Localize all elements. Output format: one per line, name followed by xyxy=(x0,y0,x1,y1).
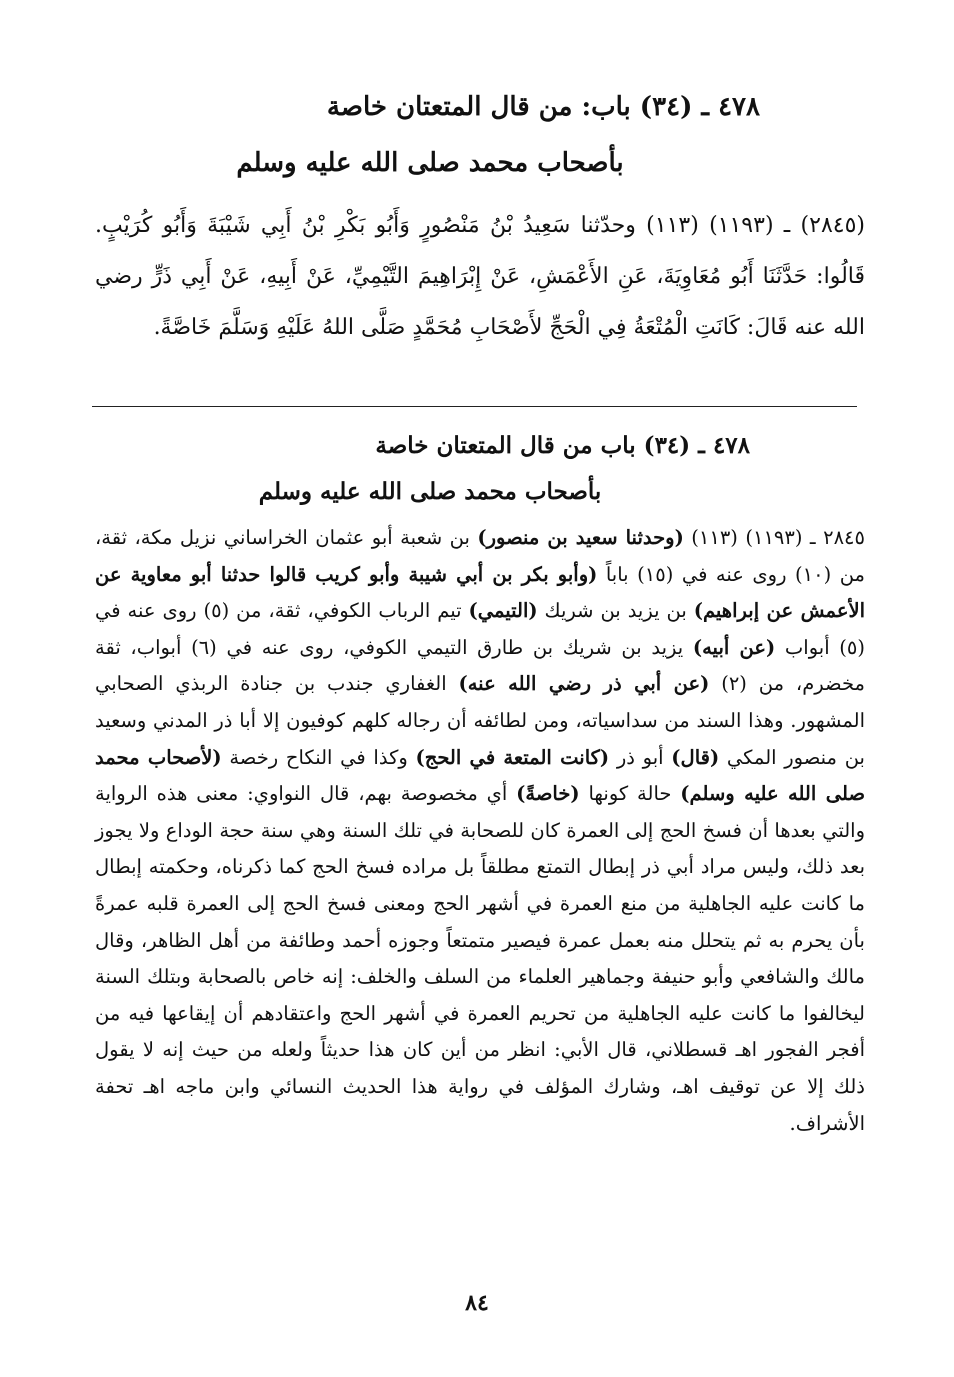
hadith-text: (٢٨٤٥) ـ (١١٩٣) (١١٣) وحدّثنا سَعِيدُ بْنُ مَنْصُورٍ وَأَبُو بَكْرِ بْنُ أَبِي شَيْبَةَ وَأَبُو كُرَيْبٍ. قَالُوا: حَدَّثَنَا أَبُو مُعَاوِيَةَ، عَنِ الأَعْمَشِ، عَنْ إِبْرَاهِيمَ التَّيْمِيِّ، عَنْ أَبِيهِ، عَنْ أَبِي ذَرٍّ رضي الله عنه قَالَ: كَانَتِ الْمُتْعَةُ فِي الْحَجِّ لأَصْحَابِ مُحَمَّدٍ صَلَّى اللهُ عَلَيْهِ وَسَلَّمَ خَاصَّةً. xyxy=(95,213,865,340)
commentary-text xyxy=(95,520,865,1142)
commentary-segment: حالة كونها xyxy=(579,782,681,806)
quoted-hadith-phrase: (كانت المتعة في الحج) xyxy=(415,745,610,769)
commentary-segment: تيم الرباب الكوفي، ثقة، من (٥) روى عنه في (٥) أبواب xyxy=(95,599,865,659)
quoted-hadith-phrase: (وحدثنا سعيد بن منصور) xyxy=(477,526,684,549)
quoted-hadith-phrase: (وأبو بكر بن أبي شيبة وأبو كريب قالوا حدثنا أبو معاوية عن الأعمش عن إبراهيم) xyxy=(95,562,865,623)
commentary-subtitle: بأصحاب محمد صلى الله عليه وسلم xyxy=(258,478,602,505)
quoted-hadith-phrase: (خاصةً) xyxy=(516,782,580,806)
commentary-segment: أي مخصوصة بهم، قال النواوي: معنى هذه الرواية والتي بعدها أن فسخ الحج إلى العمرة كان للصحابة في تلك السنة وهي سنة حجة الوداع ولا يجوز بعد ذلك، وليس مراد أبي ذر إبطال التمتع مطلقاً بل مراده فسخ الحج كما ذكرناه، وحكمته إبطال ما كانت عليه الجاهلية من منع العمرة في أشهر الحج ومعنى فسخ الحج إلى العمرة قلبه عمرةً بأن يحرم به ثم يتحلل منه بعمل عمرة فيصير متمتعاً وجوزه أحمد وطائفة من أهل الظاهر، وقال مالك والشافعي وأبو حنيفة وجماهير العلماء من السلف والخلف: إنه خاص بالصحابة وبتلك السنة ليخالفوا ما كانت عليه الجاهلية من تحريم العمرة في أشهر الحج واعتقادهم أن إيقاعها فيه من أفجر الفجور اهـ قسطلاني، قال الأبي: انظر من أين كان هذا حديثاً ولعله من حيث إنه لا يقول ذلك إلا عن توقيف اهـ، وشارك المؤلف في رواية هذا الحديث النسائي وابن ماجه اهـ تحفة الأشراف. xyxy=(95,782,865,1135)
commentary-segment: وكذا في النكاح رخصة xyxy=(221,745,416,769)
commentary-segment: أبو ذر xyxy=(609,745,672,769)
commentary-segment: بن شعبة أبو عثمان الخراساني نزيل مكة، ثقة، من (١٠) روى عنه في (١٥) باباً xyxy=(95,526,865,586)
quoted-hadith-phrase: (قال) xyxy=(671,745,720,769)
quoted-hadith-phrase: (التيمي) xyxy=(468,599,538,623)
page-number: ٨٤ xyxy=(465,1290,489,1316)
commentary-segment: الغفاري جندب بن جنادة الربذي الصحابي المشهور. وهذا السند من سداسياته، ومن لطائفه أن رجاله كلهم كوفيون إلا أبا ذر المدني وسعيد بن منصور المكي xyxy=(95,672,865,769)
quoted-hadith-phrase: (لأصحاب محمد صلى الله عليه وسلم) xyxy=(95,745,865,806)
commentary-segment: بن يزيد بن شريك xyxy=(537,599,694,623)
commentary-segment: يزيد بن شريك بن طارق التيمي الكوفي، روى عنه في (٦) أبواب، ثقة مخضرم، من (٢) xyxy=(95,635,865,696)
quoted-hadith-phrase: (عن أبي ذر رضي الله عنه) xyxy=(458,672,710,696)
commentary-title: ٤٧٨ ـ (٣٤) باب من قال المتعتان خاصة xyxy=(375,432,750,459)
commentary-segment: ٢٨٤٥ ـ (١١٩٣) (١١٣) xyxy=(683,526,866,549)
section-divider xyxy=(92,406,857,407)
chapter-subtitle: بأصحاب محمد صلى الله عليه وسلم xyxy=(236,148,624,178)
quoted-hadith-phrase: (عن أبيه) xyxy=(692,635,776,659)
chapter-title: ٤٧٨ ـ (٣٤) باب: من قال المتعتان خاصة xyxy=(326,92,760,122)
